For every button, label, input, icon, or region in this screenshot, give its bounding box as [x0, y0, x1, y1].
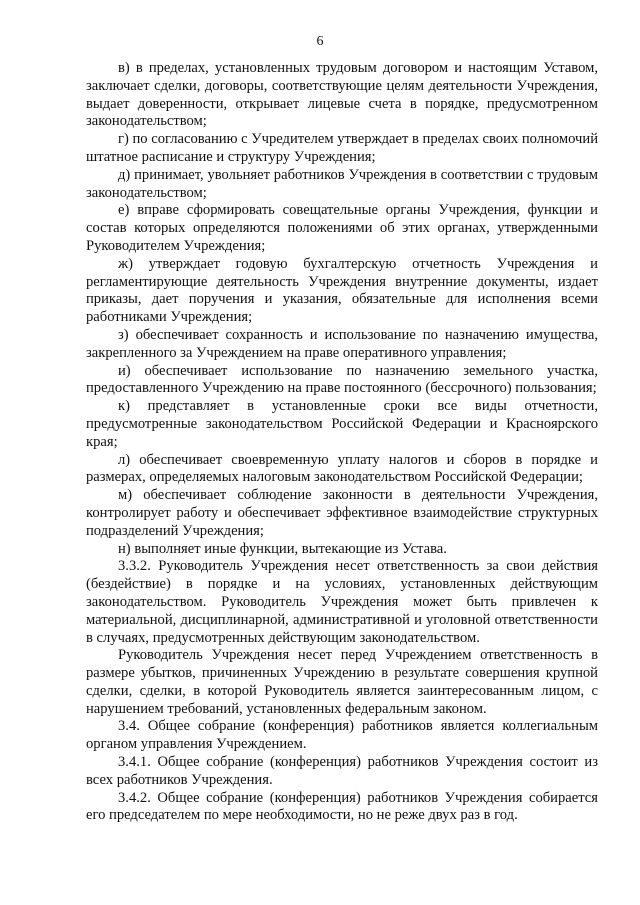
paragraph-3-3-2: 3.3.2. Руководитель Учреждения несет ответственность за свои действия (бездействие) в порядке и на условиях, установленных действующим законодательством. Руководитель Учреждения может быть привлечен к материальной, дисциплинарной, административной и уголовной ответственности в случаях, предусмотренных действующим законодательством.	[86, 558, 598, 646]
paragraph-e: е) вправе сформировать совещательные органы Учреждения, функции и состав которых определяются положениями об этих органах, утвержденными Руководителем Учреждения;	[86, 202, 598, 254]
paragraph-z: з) обеспечивает сохранность и использование по назначению имущества, закрепленного за Учреждением на праве оперативного управления;	[86, 326, 598, 361]
paragraph-3-4-2: 3.4.2. Общее собрание (конференция) работников Учреждения собирается его председателем по мере необходимости, но не реже двух раз в год.	[86, 789, 598, 824]
paragraph-g: г) по согласованию с Учредителем утверждает в пределах своих полномочий штатное расписание и структуру Учреждения;	[86, 131, 599, 165]
paragraph-3-4-1: 3.4.1. Общее собрание (конференция) работников Учреждения состоит из всех работников Учреждения.	[86, 754, 598, 788]
paragraph-m: м) обеспечивает соблюдение законности в деятельности Учреждения, контролирует работу и обеспечивает эффективное взаимодействие структурных подразделений Учреждения;	[86, 487, 598, 539]
document-body	[86, 60, 598, 825]
paragraph-l: л) обеспечивает своевременную уплату налогов и сборов в порядке и размерах, определяемых налоговым законодательством Российской Федерации;	[86, 451, 598, 486]
paragraph-n: н) выполняет иные функции, вытекающие из Устава.	[118, 540, 447, 557]
paragraph-liability: Руководитель Учреждения несет перед Учреждением ответственность в размере убытков, причиненных Учреждению в результате совершения крупной сделки, сделки, в которой Руководитель является заинтересованным лицом, с нарушением требований, установленных федеральным законом.	[86, 647, 598, 717]
page-number: 6	[316, 34, 324, 49]
paragraph-zh: ж) утверждает годовую бухгалтерскую отчетность Учреждения и регламентирующие деятельность Учреждения внутренние документы, издает приказы, дает поручения и указания, обязательные для исполнения всеми работниками Учреждения;	[86, 255, 598, 326]
paragraph-k: к) представляет в установленные сроки все виды отчетности, предусмотренные законодательством Российской Федерации и Красноярского края;	[86, 398, 598, 450]
paragraph-3-4: 3.4. Общее собрание (конференция) работников является коллегиальным органом управления Учреждением.	[86, 718, 598, 753]
paragraph-v: в) в пределах, установленных трудовым договором и настоящим Уставом, заключает сделки, договоры, соответствующие целям деятельности Учреждения, выдает доверенности, открывает лицевые счета в порядке, предусмотренном законодательством;	[86, 60, 598, 130]
paragraph-i: и) обеспечивает использование по назначению земельного участка, предоставленного Учреждению на праве постоянного (бессрочного) пользования;	[86, 362, 598, 397]
paragraph-d: д) принимает, увольняет работников Учреждения в соответствии с трудовым законодательством;	[86, 166, 598, 201]
